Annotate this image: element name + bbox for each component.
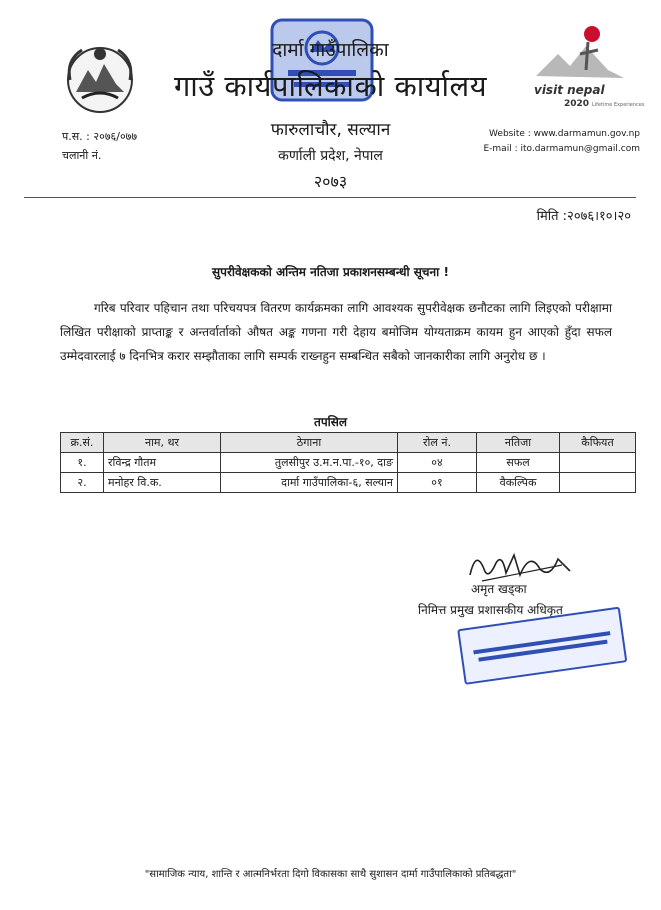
office-province: कर्णाली प्रदेश, नेपाल bbox=[278, 148, 383, 164]
cell-result: सफल bbox=[477, 453, 560, 473]
municipality-name: दार्मा गाउँपालिका bbox=[272, 39, 389, 61]
cell-result: वैकल्पिक bbox=[477, 473, 560, 493]
office-location: फारुलाचौर, सल्यान bbox=[270, 120, 391, 140]
table-row bbox=[61, 453, 636, 473]
office-title: गाउँ कार्यपालिकाको कार्यालय bbox=[173, 69, 488, 103]
notice-subject: सुपरीवेक्षकको अन्तिम नतिजा प्रकाशनसम्बन्धी सूचना ! bbox=[212, 265, 449, 279]
results-table bbox=[60, 432, 636, 493]
table-header-row bbox=[61, 433, 636, 453]
designation-stamp-text bbox=[457, 607, 627, 685]
header-address: ठेगाना bbox=[221, 433, 398, 453]
notice-date: मिति :२०७६।१०।२० bbox=[536, 209, 631, 224]
cell-serial: २. bbox=[61, 473, 104, 493]
cell-serial: १. bbox=[61, 453, 104, 473]
cell-roll: ०१ bbox=[398, 473, 477, 493]
notice-body: गरिब परिवार पहिचान तथा परिचयपत्र वितरण कार्यक्रमका लागि आवश्यक सुपरीवेक्षक छनौटका लागि लिइएको परीक्षामा लिखित परीक्षाको प्राप्ताङ्क र अन्तर्वार्ताको औषत अङ्क गणना गरी देहाय बमोजिम योग्यताक्रम कायम हुन आएको हुँदा सफल उम्मेदवारलाई ७ दिनभित्र करार सम्झौताका लागि सम्पर्क राख्नहुन सम्बन्धित सबैको जानकारीका लागि अनुरोध छ । bbox=[60, 301, 612, 363]
header-divider bbox=[24, 197, 636, 198]
established-year: २०७३ bbox=[313, 172, 348, 191]
website-link[interactable]: Website : www.darmamun.gov.np bbox=[489, 129, 640, 139]
cell-name: मनोहर वि.क. bbox=[104, 473, 221, 493]
signer-name: अमृत खड्का bbox=[471, 582, 527, 596]
header-remarks: कैफियत bbox=[560, 433, 636, 453]
table-title: तपसिल bbox=[313, 415, 347, 429]
svg-text:visit nepal: visit nepal bbox=[534, 83, 605, 97]
header-roll: रोल नं. bbox=[398, 433, 477, 453]
footer-motto: "सामाजिक न्याय, शान्ति र आत्मनिर्भरता दिगो विकासका साथै सुशासन दार्मा गाउँपालिकाको प्रतिबद्धता" bbox=[144, 869, 517, 880]
header-name: नाम, थर bbox=[104, 433, 221, 453]
cell-name: रविन्द्र गौतम bbox=[104, 453, 221, 473]
email-link[interactable]: E-mail : ito.darmamun@gmail.com bbox=[483, 144, 640, 154]
cell-remarks bbox=[560, 473, 636, 493]
dispatch-number: चलानी नं. bbox=[62, 149, 102, 162]
svg-text:Lifetime Experiences: Lifetime Experiences bbox=[592, 102, 645, 108]
cell-address: तुलसीपुर उ.म.न.पा.-१०, दाङ bbox=[221, 453, 398, 473]
cell-roll: ०४ bbox=[398, 453, 477, 473]
table-row bbox=[61, 473, 636, 493]
cell-remarks bbox=[560, 453, 636, 473]
header-result: नतिजा bbox=[477, 433, 560, 453]
signer-designation: निमित्त प्रमुख प्रशासकीय अधिकृत bbox=[418, 603, 563, 617]
cell-address: दार्मा गाउँपालिका-६, सल्यान bbox=[221, 473, 398, 493]
reference-number: प.स. : २०७६/०७७ bbox=[62, 130, 138, 143]
svg-text:2020: 2020 bbox=[564, 99, 590, 109]
header-serial: क्र.सं. bbox=[61, 433, 104, 453]
designation-stamp bbox=[457, 607, 623, 681]
